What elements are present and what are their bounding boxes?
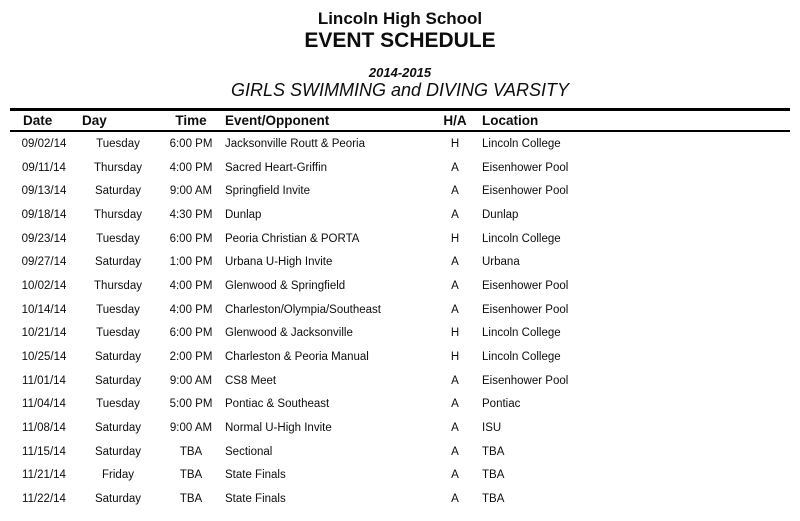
table-row bbox=[10, 179, 790, 203]
cell-day: Tuesday bbox=[96, 137, 140, 150]
cell-time: 4:00 PM bbox=[169, 303, 213, 316]
cell-location: Urbana bbox=[482, 256, 520, 269]
cell-event: Normal U-High Invite bbox=[225, 422, 332, 435]
cell-time: 4:30 PM bbox=[169, 208, 213, 221]
school-name: Lincoln High School bbox=[317, 9, 483, 28]
column-header-location: Location bbox=[482, 113, 539, 128]
cell-event: Sectional bbox=[225, 445, 273, 458]
document-title: EVENT SCHEDULE bbox=[304, 29, 496, 52]
cell-location: Eisenhower Pool bbox=[482, 303, 569, 316]
table-row bbox=[10, 156, 790, 180]
cell-location: TBA bbox=[482, 469, 505, 482]
table-row bbox=[10, 416, 790, 440]
cell-day: Thursday bbox=[94, 161, 142, 174]
cell-ha: A bbox=[451, 303, 459, 316]
cell-date: 11/22/14 bbox=[22, 493, 66, 506]
cell-day: Thursday bbox=[94, 279, 142, 292]
cell-time: 9:00 AM bbox=[169, 374, 213, 387]
cell-location: Eisenhower Pool bbox=[482, 374, 569, 387]
cell-location: Eisenhower Pool bbox=[482, 185, 569, 198]
cell-time: 9:00 AM bbox=[169, 422, 213, 435]
cell-date: 10/02/14 bbox=[21, 279, 67, 292]
cell-day: Thursday bbox=[94, 208, 142, 221]
cell-location: Pontiac bbox=[482, 398, 521, 411]
table-row bbox=[10, 345, 790, 369]
cell-date: 09/23/14 bbox=[21, 232, 67, 245]
cell-time: 4:00 PM bbox=[169, 279, 213, 292]
cell-day: Tuesday bbox=[96, 327, 140, 340]
cell-ha: A bbox=[451, 493, 459, 506]
cell-day: Saturday bbox=[94, 374, 142, 387]
cell-location: Lincoln College bbox=[482, 327, 561, 340]
column-header-date: Date bbox=[23, 113, 53, 128]
cell-date: 10/14/14 bbox=[21, 303, 67, 316]
document-header bbox=[0, 0, 800, 101]
cell-day: Saturday bbox=[94, 445, 142, 458]
cell-ha: A bbox=[451, 398, 459, 411]
cell-location: Lincoln College bbox=[482, 232, 561, 245]
cell-time: TBA bbox=[179, 445, 203, 458]
cell-location: Eisenhower Pool bbox=[482, 279, 569, 292]
cell-time: 9:00 AM bbox=[169, 185, 213, 198]
cell-time: 6:00 PM bbox=[169, 137, 213, 150]
team-subtitle: GIRLS SWIMMING and DIVING VARSITY bbox=[230, 80, 570, 100]
cell-time: 5:00 PM bbox=[169, 398, 213, 411]
cell-ha: H bbox=[450, 351, 460, 364]
cell-day: Saturday bbox=[94, 493, 142, 506]
table-row bbox=[10, 369, 790, 393]
table-row bbox=[10, 132, 790, 156]
cell-day: Friday bbox=[102, 469, 134, 482]
cell-event: Jacksonville Routt & Peoria bbox=[225, 137, 365, 150]
column-header-event: Event/Opponent bbox=[225, 113, 330, 128]
cell-event: Glenwood & Jacksonville bbox=[225, 327, 353, 340]
cell-ha: A bbox=[451, 256, 459, 269]
cell-day: Tuesday bbox=[96, 232, 140, 245]
cell-time: TBA bbox=[179, 493, 203, 506]
cell-date: 11/01/14 bbox=[22, 374, 66, 387]
cell-event: Sacred Heart-Griffin bbox=[225, 161, 328, 174]
cell-date: 11/08/14 bbox=[22, 422, 66, 435]
cell-event: Springfield Invite bbox=[225, 185, 311, 198]
table-row bbox=[10, 322, 790, 346]
cell-date: 11/15/14 bbox=[22, 445, 66, 458]
cell-location: Eisenhower Pool bbox=[482, 161, 569, 174]
cell-date: 09/11/14 bbox=[22, 161, 66, 174]
cell-location: TBA bbox=[482, 445, 505, 458]
cell-day: Saturday bbox=[94, 185, 142, 198]
cell-ha: H bbox=[450, 232, 460, 245]
table-row bbox=[10, 440, 790, 464]
cell-ha: A bbox=[451, 185, 459, 198]
table-row bbox=[10, 203, 790, 227]
cell-date: 09/27/14 bbox=[21, 256, 67, 269]
schedule-rows bbox=[0, 132, 800, 511]
cell-time: 1:00 PM bbox=[169, 256, 213, 269]
cell-event: Peoria Christian & PORTA bbox=[225, 232, 360, 245]
cell-ha: A bbox=[451, 161, 459, 174]
cell-location: Lincoln College bbox=[482, 351, 561, 364]
cell-ha: A bbox=[451, 445, 459, 458]
cell-day: Saturday bbox=[94, 351, 142, 364]
column-header-ha: H/A bbox=[443, 113, 467, 128]
cell-date: 11/21/14 bbox=[22, 469, 66, 482]
cell-day: Saturday bbox=[94, 256, 142, 269]
cell-event: State Finals bbox=[225, 469, 286, 482]
table-row bbox=[10, 487, 790, 511]
cell-date: 11/04/14 bbox=[22, 398, 66, 411]
table-header-row bbox=[10, 111, 790, 130]
cell-time: TBA bbox=[179, 469, 203, 482]
cell-day: Tuesday bbox=[96, 303, 140, 316]
cell-event: Urbana U-High Invite bbox=[225, 256, 333, 269]
cell-ha: H bbox=[450, 137, 460, 150]
cell-date: 10/21/14 bbox=[21, 327, 67, 340]
cell-event: Charleston & Peoria Manual bbox=[225, 351, 369, 364]
cell-ha: H bbox=[450, 327, 460, 340]
column-header-day: Day bbox=[82, 113, 107, 128]
cell-time: 2:00 PM bbox=[169, 351, 213, 364]
cell-event: CS8 Meet bbox=[225, 374, 277, 387]
cell-event: Pontiac & Southeast bbox=[225, 398, 330, 411]
cell-time: 4:00 PM bbox=[169, 161, 213, 174]
cell-date: 09/02/14 bbox=[21, 137, 67, 150]
cell-date: 09/18/14 bbox=[21, 208, 67, 221]
cell-date: 10/25/14 bbox=[21, 351, 67, 364]
cell-date: 09/13/14 bbox=[21, 185, 67, 198]
cell-event: Charleston/Olympia/Southeast bbox=[225, 303, 381, 316]
cell-time: 6:00 PM bbox=[169, 327, 213, 340]
cell-location: ISU bbox=[482, 422, 502, 435]
cell-event: Dunlap bbox=[225, 208, 262, 221]
table-row bbox=[10, 227, 790, 251]
table-row bbox=[10, 393, 790, 417]
cell-ha: A bbox=[451, 469, 459, 482]
cell-day: Saturday bbox=[94, 422, 142, 435]
cell-location: TBA bbox=[482, 493, 505, 506]
cell-ha: A bbox=[451, 208, 459, 221]
table-row bbox=[10, 464, 790, 488]
cell-ha: A bbox=[451, 374, 459, 387]
cell-location: Lincoln College bbox=[482, 137, 561, 150]
season-years: 2014-2015 bbox=[368, 65, 432, 80]
cell-event: Glenwood & Springfield bbox=[225, 279, 346, 292]
cell-day: Tuesday bbox=[96, 398, 140, 411]
cell-time: 6:00 PM bbox=[169, 232, 213, 245]
table-row bbox=[10, 274, 790, 298]
cell-event: State Finals bbox=[225, 493, 286, 506]
cell-ha: A bbox=[451, 422, 459, 435]
cell-location: Dunlap bbox=[482, 208, 519, 221]
table-row bbox=[10, 250, 790, 274]
table-row bbox=[10, 298, 790, 322]
cell-ha: A bbox=[451, 279, 459, 292]
column-header-time: Time bbox=[175, 113, 207, 128]
